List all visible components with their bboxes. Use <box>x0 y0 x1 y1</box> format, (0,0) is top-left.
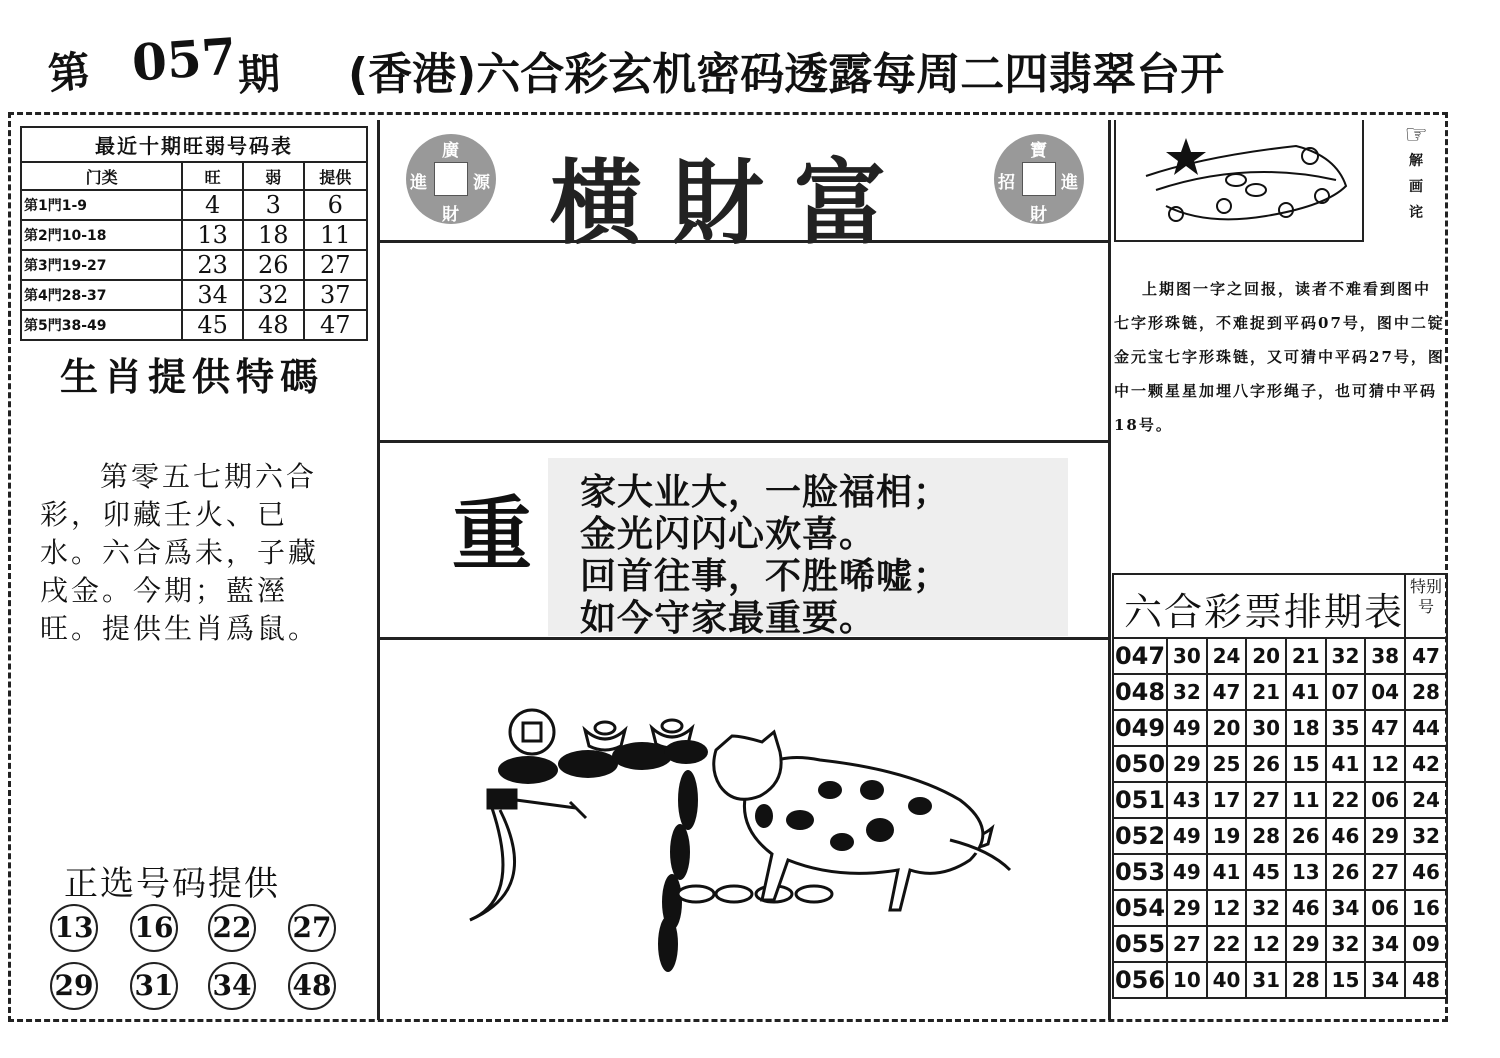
coin-right-icon <box>994 134 1084 224</box>
provide-value: 6 <box>304 190 367 220</box>
recent-table-caption: 最近十期旺弱号码表 <box>20 126 368 161</box>
draw-number: 07 <box>1326 674 1366 710</box>
period-number: 056 <box>1113 962 1167 998</box>
special-number: 28 <box>1405 674 1447 710</box>
draw-number: 34 <box>1326 890 1366 926</box>
schedule-row <box>1113 674 1447 710</box>
draw-number: 38 <box>1365 638 1405 674</box>
table-row <box>21 310 367 340</box>
draw-number: 29 <box>1286 926 1326 962</box>
coin-left-icon <box>406 134 496 224</box>
coin-char: 廣 <box>442 141 459 161</box>
hint-char: 画 <box>1409 179 1423 195</box>
draw-number: 24 <box>1207 638 1247 674</box>
poem-line: 家大业大，一脸福相； <box>580 472 951 513</box>
draw-number: 28 <box>1246 818 1286 854</box>
pick-number: 27 <box>288 904 336 952</box>
period-number: 054 <box>1113 890 1167 926</box>
sickle-icon <box>470 790 586 920</box>
draw-number: 34 <box>1365 962 1405 998</box>
draw-number: 49 <box>1167 854 1207 890</box>
bead-chain-bottom <box>678 886 832 902</box>
special-number: 32 <box>1405 818 1447 854</box>
period-number: 047 <box>1113 638 1167 674</box>
schedule-row <box>1113 854 1447 890</box>
draw-number: 41 <box>1286 674 1326 710</box>
draw-number: 12 <box>1246 926 1286 962</box>
schedule-header <box>1112 573 1448 637</box>
blank-panel <box>380 240 1108 443</box>
special-number: 09 <box>1405 926 1447 962</box>
draw-number: 20 <box>1207 710 1247 746</box>
draw-number: 06 <box>1365 890 1405 926</box>
draw-number: 32 <box>1326 926 1366 962</box>
draw-number: 26 <box>1246 746 1286 782</box>
period-number: 051 <box>1113 782 1167 818</box>
table-row <box>21 190 367 220</box>
poem-line: 如今守家最重要。 <box>580 598 877 639</box>
draw-number: 32 <box>1326 638 1366 674</box>
special-number: 42 <box>1405 746 1447 782</box>
period-number: 049 <box>1113 710 1167 746</box>
recent-numbers-table <box>20 126 368 341</box>
draw-number: 21 <box>1286 638 1326 674</box>
weak-value: 48 <box>243 310 304 340</box>
hint-char: 解 <box>1409 153 1423 169</box>
pick-number: 16 <box>130 904 178 952</box>
draw-number: 41 <box>1326 746 1366 782</box>
draw-number: 43 <box>1167 782 1207 818</box>
weak-value: 32 <box>243 280 304 310</box>
draw-number: 46 <box>1326 818 1366 854</box>
period-number: 050 <box>1113 746 1167 782</box>
special-number: 44 <box>1405 710 1447 746</box>
pick-number: 29 <box>50 962 98 1010</box>
weak-value: 3 <box>243 190 304 220</box>
draw-number: 22 <box>1326 782 1366 818</box>
strong-value: 34 <box>182 280 243 310</box>
pick-number: 31 <box>130 962 178 1010</box>
draw-number: 27 <box>1167 926 1207 962</box>
page-title: (香港)六合彩玄机密码透露每周二四翡翠台开 <box>348 49 1225 100</box>
draw-number: 29 <box>1167 746 1207 782</box>
strong-value: 23 <box>182 250 243 280</box>
row-label: 第5門38-49 <box>21 310 182 340</box>
draw-number: 17 <box>1207 782 1247 818</box>
coin-char: 招 <box>998 173 1015 193</box>
table-row <box>21 280 367 310</box>
draw-number: 46 <box>1286 890 1326 926</box>
row-label: 第4門28-37 <box>21 280 182 310</box>
zodiac-title: 生肖提供特碼 <box>60 355 325 399</box>
draw-number: 29 <box>1365 818 1405 854</box>
coin-char: 財 <box>442 205 459 225</box>
draw-number: 06 <box>1365 782 1405 818</box>
issue-suffix: 期 <box>236 48 282 101</box>
zodiac-paragraph: 第零五七期六合彩，卯藏壬火、已水。六合爲未，子藏戌金。今期；藍溼旺。提供生肖爲鼠。 <box>40 460 320 645</box>
row-label: 第2門10-18 <box>21 220 182 250</box>
provide-value: 11 <box>304 220 367 250</box>
coin-icon <box>510 710 554 754</box>
schedule-row <box>1113 890 1447 926</box>
strong-value: 13 <box>182 220 243 250</box>
strong-value: 45 <box>182 310 243 340</box>
draw-number: 12 <box>1207 890 1247 926</box>
table-row <box>21 220 367 250</box>
schedule-row <box>1113 818 1447 854</box>
weak-value: 18 <box>243 220 304 250</box>
pointing-hand-icon: ☞ <box>1404 120 1428 150</box>
draw-number: 31 <box>1246 962 1286 998</box>
poem-line: 金光闪闪心欢喜。 <box>580 514 877 555</box>
column-divider <box>1108 120 1111 1020</box>
special-number: 16 <box>1405 890 1447 926</box>
draw-number: 49 <box>1167 818 1207 854</box>
draw-number: 47 <box>1365 710 1405 746</box>
poem-box <box>548 458 1068 639</box>
draw-number: 26 <box>1326 854 1366 890</box>
row-label: 第1門1-9 <box>21 190 182 220</box>
pick-number: 22 <box>208 904 256 952</box>
last-issue-rebus <box>1114 120 1364 242</box>
hint-char: 诧 <box>1409 205 1423 221</box>
issue-prefix: 第 <box>45 45 93 100</box>
draw-number: 32 <box>1167 674 1207 710</box>
schedule-special-label: 特别号 <box>1404 575 1446 637</box>
col-header-weak: 弱 <box>243 162 304 190</box>
draw-number: 19 <box>1207 818 1247 854</box>
period-number: 048 <box>1113 674 1167 710</box>
bead-chain <box>498 740 708 972</box>
draw-number: 20 <box>1246 638 1286 674</box>
draw-number: 10 <box>1167 962 1207 998</box>
col-header-strong: 旺 <box>182 162 243 190</box>
schedule-row <box>1113 746 1447 782</box>
draw-number: 12 <box>1365 746 1405 782</box>
draw-number: 27 <box>1246 782 1286 818</box>
table-row <box>21 250 367 280</box>
draw-number: 41 <box>1207 854 1247 890</box>
period-number: 052 <box>1113 818 1167 854</box>
draw-number: 34 <box>1365 926 1405 962</box>
strong-value: 4 <box>182 190 243 220</box>
draw-number: 40 <box>1207 962 1247 998</box>
provide-value: 27 <box>304 250 367 280</box>
hint-explanation <box>1114 272 1446 442</box>
draw-number: 22 <box>1207 926 1247 962</box>
coin-char: 源 <box>473 173 490 193</box>
weak-value: 26 <box>243 250 304 280</box>
pick-number: 34 <box>208 962 256 1010</box>
brand-name: 横財富 <box>550 149 917 257</box>
pick-number: 48 <box>288 962 336 1010</box>
draw-number: 30 <box>1246 710 1286 746</box>
draw-number: 27 <box>1365 854 1405 890</box>
schedule-table <box>1112 637 1448 999</box>
coin-char: 進 <box>1061 173 1078 193</box>
col-header-provide: 提供 <box>304 162 367 190</box>
schedule-row <box>1113 962 1447 998</box>
draw-number: 45 <box>1246 854 1286 890</box>
draw-schedule <box>1112 573 1448 999</box>
draw-number: 15 <box>1286 746 1326 782</box>
col-header-category: 门类 <box>21 162 182 190</box>
special-number: 48 <box>1405 962 1447 998</box>
draw-number: 04 <box>1365 674 1405 710</box>
brand-banner <box>380 120 1108 257</box>
pick-number: 13 <box>50 904 98 952</box>
schedule-title: 六合彩票排期表 <box>1124 590 1405 634</box>
period-number: 055 <box>1113 926 1167 962</box>
schedule-row <box>1113 782 1447 818</box>
picks-title: 正选号码提供 <box>64 864 280 904</box>
row-label: 第3門19-27 <box>21 250 182 280</box>
draw-number: 11 <box>1286 782 1326 818</box>
table-header-row <box>21 162 367 190</box>
coin-char: 進 <box>410 173 427 193</box>
draw-number: 13 <box>1286 854 1326 890</box>
draw-number: 26 <box>1286 818 1326 854</box>
poem-line: 回首往事，不胜唏嘘； <box>580 556 951 597</box>
star-icon <box>1166 138 1206 175</box>
draw-number: 25 <box>1207 746 1247 782</box>
schedule-row <box>1113 926 1447 962</box>
hint-label <box>1396 120 1436 224</box>
page-header <box>40 22 1480 101</box>
special-number: 46 <box>1405 854 1447 890</box>
schedule-row <box>1113 638 1447 674</box>
draw-number: 32 <box>1246 890 1286 926</box>
period-number: 053 <box>1113 854 1167 890</box>
draw-number: 47 <box>1207 674 1247 710</box>
special-number: 47 <box>1405 638 1447 674</box>
draw-number: 18 <box>1286 710 1326 746</box>
poem-big-character: 重 <box>452 470 536 574</box>
coin-char: 寶 <box>1030 141 1047 161</box>
draw-number: 21 <box>1246 674 1286 710</box>
draw-number: 35 <box>1326 710 1366 746</box>
draw-number: 30 <box>1167 638 1207 674</box>
provide-value: 37 <box>304 280 367 310</box>
draw-number: 49 <box>1167 710 1207 746</box>
provide-value: 47 <box>304 310 367 340</box>
draw-number: 29 <box>1167 890 1207 926</box>
special-number: 24 <box>1405 782 1447 818</box>
coin-char: 財 <box>1030 205 1047 225</box>
draw-number: 15 <box>1326 962 1366 998</box>
issue-number: 057 <box>130 26 239 93</box>
schedule-row <box>1113 710 1447 746</box>
rebus-illustration <box>380 640 1108 1020</box>
draw-number: 28 <box>1286 962 1326 998</box>
hint-explanation-text: 上期图一字之回报，读者不难看到图中七字形珠链，不难捉到平码07号，图中二锭金元宝七字形珠链，又可猜中平码27号，图中一颗星星加埋八字形绳子，也可猜中平码18号。 <box>1114 280 1445 434</box>
